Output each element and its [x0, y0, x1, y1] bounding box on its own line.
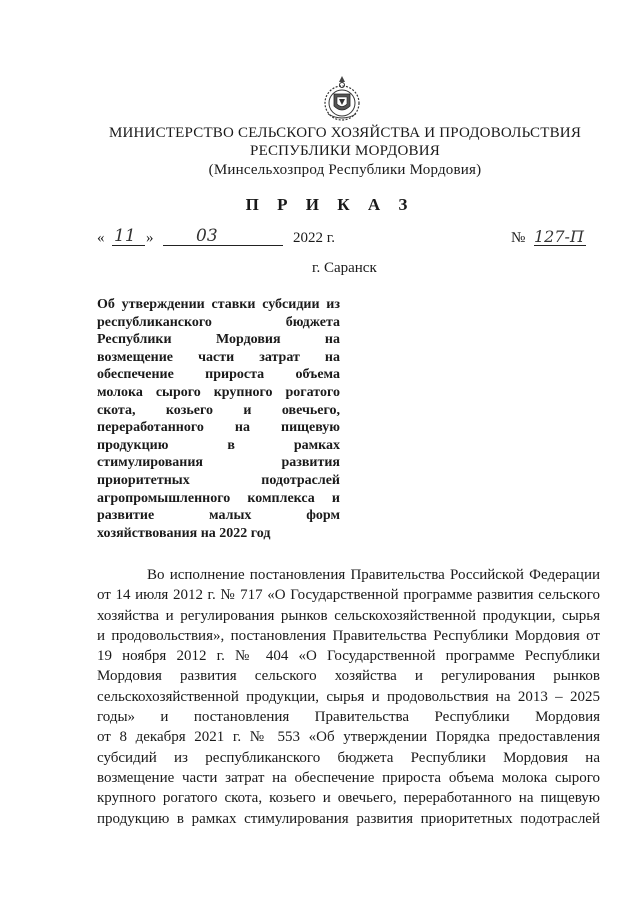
- date-quote-close: »: [146, 230, 154, 246]
- subject-line: скота, козьего и овечьего,: [97, 402, 340, 418]
- order-number-handwritten: 127-П: [534, 227, 584, 246]
- date-quote-open: «: [97, 230, 105, 246]
- body-line: субсидий из республиканского бюджета Республики Мордовия на: [97, 749, 600, 766]
- ministry-name-line1: МИНИСТЕРСТВО СЕЛЬСКОГО ХОЗЯЙСТВА И ПРОДОВОЛЬСТВИЯ: [108, 125, 582, 141]
- subject-line: Об утверждении ставки субсидии из: [97, 297, 340, 312]
- ministry-short-name: (Минсельхозпрод Республики Мордовия): [208, 162, 482, 178]
- body-line: Мордовия развития сельского хозяйства и регулирования рынков: [97, 668, 600, 685]
- order-subject: [97, 296, 340, 542]
- subject-line: продукцию в рамках: [97, 437, 340, 453]
- body-line: годы» и постановления Правительства Республики Мордовия: [97, 709, 600, 726]
- subject-line: переработанного на пищевую: [97, 420, 340, 436]
- subject-line: агропромышленного комплекса и: [97, 490, 340, 506]
- order-number-sign: №: [511, 230, 526, 246]
- order-month-handwritten: 03: [196, 226, 218, 246]
- city: г. Саранск: [312, 260, 377, 276]
- body-line: от 8 декабря 2021 г. № 553 «Об утверждении Порядка предоставления: [97, 729, 600, 746]
- body-line: и продовольствия», постановления Правительства Республики Мордовия от: [97, 627, 600, 644]
- body-line: сельскохозяйственной продукции, сырья и продовольствия на 2013 – 2025: [97, 688, 600, 705]
- order-body-text: [97, 565, 600, 829]
- subject-line: развитие малых форм: [97, 508, 340, 524]
- body-line: крупного рогатого скота, козьего и овечьего, переработанного на пищевую: [97, 790, 600, 807]
- body-line: возмещение части затрат на обеспечение прироста объема молока сырого: [97, 769, 600, 786]
- subject-line: республиканского бюджета: [97, 314, 340, 330]
- order-day-handwritten: 11: [114, 226, 136, 246]
- number-underline: [534, 245, 586, 246]
- body-line: хозяйства и регулирования рынков сельскохозяйственной продукции, сырья: [97, 607, 600, 624]
- day-underline: [112, 245, 145, 246]
- order-title: П Р И К А З: [245, 195, 415, 214]
- subject-line: обеспечение прироста объема: [97, 367, 340, 383]
- subject-line: приоритетных подотраслей: [97, 472, 340, 488]
- ministry-name-line2: РЕСПУБЛИКИ МОРДОВИЯ: [250, 143, 440, 159]
- body-line: 19 ноября 2012 г. № 404 «О Государственной программе Республики: [97, 648, 600, 665]
- subject-line: Республики Мордовия на: [97, 332, 340, 348]
- order-year: 2022 г.: [293, 230, 335, 246]
- subject-line: стимулирования развития: [97, 455, 340, 471]
- body-line: Во исполнение постановления Правительства Российской Федерации: [147, 567, 600, 583]
- month-underline: [163, 245, 283, 246]
- body-line: продукцию в рамках стимулирования развития приоритетных подотраслей: [97, 810, 600, 827]
- subject-line: хозяйствования на 2022 год: [97, 525, 271, 541]
- body-line: от 14 июля 2012 г. № 717 «О Государственной программе развития сельского: [97, 587, 600, 604]
- coat-of-arms-emblem: [322, 74, 362, 122]
- subject-line: молока сырого крупного рогатого: [97, 384, 340, 400]
- subject-line: возмещение части затрат на: [97, 349, 340, 365]
